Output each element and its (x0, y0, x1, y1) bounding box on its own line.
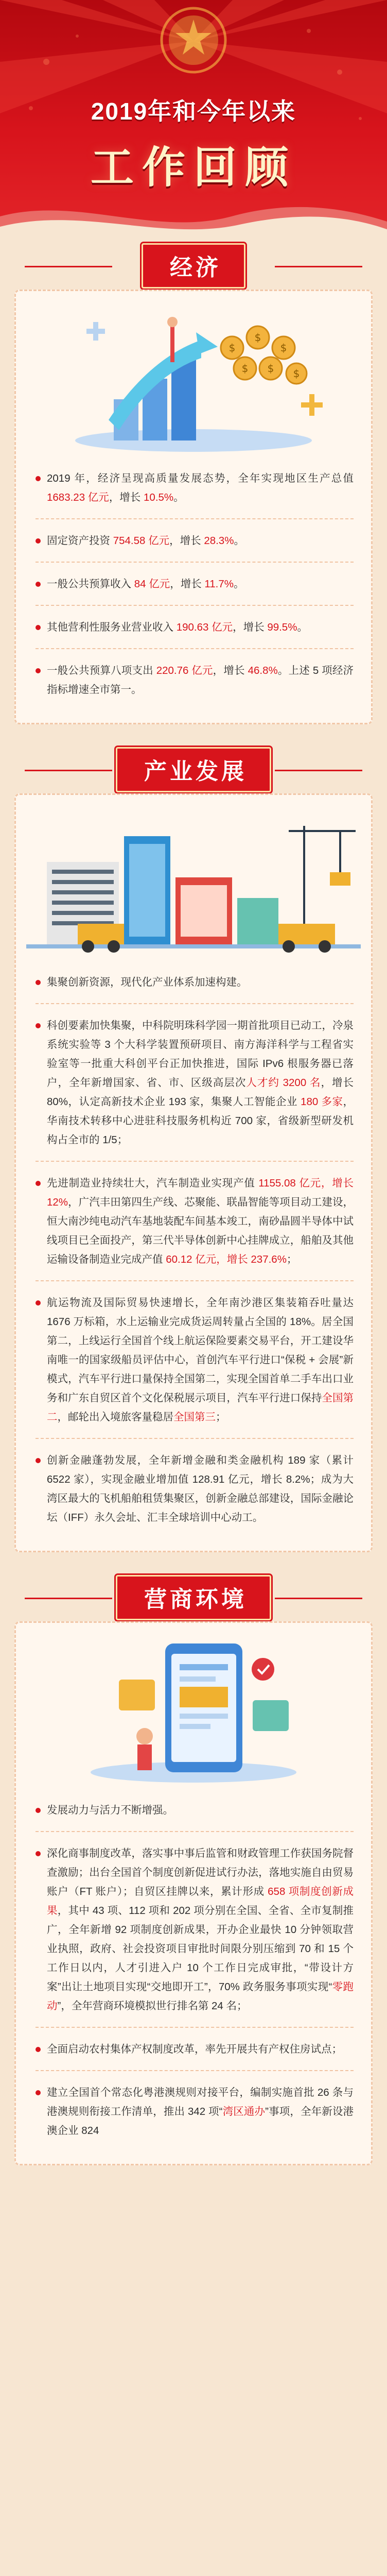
body-text: ，其中 43 项、112 项和 202 项分别在全国、全省、全市复制推广，全年新增 92 项制度创新成果，开办企业最快 10 分钟领取营业执照，政府、社会投资项目审批时间限分别压缩到 70 和 15 个工作日以内，人才引进入户 10 个工作日完成审批，“带设计方案”出让土地项目实现“交地即开工”，70% 政务服务事项实现“ (47, 1905, 354, 1993)
bullet-item (36, 2083, 354, 2140)
body-text: 2019 年，经济呈现高质量发展态势，全年实现地区生产总值 (47, 472, 354, 484)
emblem-icon (157, 4, 230, 76)
highlight-text: 湾区通办 (222, 2106, 266, 2117)
highlight-text: 99.5% (267, 621, 297, 633)
body-text: ，增长 80%，认定高新技术企业 193 家，集聚人工智能企业 (47, 1077, 354, 1108)
svg-text:$: $ (241, 362, 249, 375)
economy-illustration (16, 291, 371, 461)
body-text: 全面启动农村集体产权制度改革，率先开展共有产权住房试点； (47, 2043, 342, 2055)
divider (36, 1003, 354, 1005)
highlight-text: 180 多家 (301, 1096, 343, 1108)
bullet-item (36, 1174, 354, 1269)
highlight-text: 658 项制度创新成果 (47, 1886, 354, 1917)
svg-text:$: $ (228, 342, 236, 354)
heading-line (25, 1598, 112, 1599)
highlight-text: 60.12 亿元，增长 237.6% (166, 1253, 287, 1265)
divider (36, 1438, 354, 1439)
header-title: 工作回顾 (90, 143, 296, 192)
svg-text:$: $ (280, 342, 287, 354)
body-text: ，增长 (213, 665, 248, 676)
highlight-text: 190.63 亿元 (176, 621, 233, 633)
body-text: ； (286, 1253, 297, 1265)
bullet-item (36, 1293, 354, 1427)
bullet-item (36, 973, 354, 992)
industry-bullet-list (16, 968, 371, 1551)
body-text: 集聚创新资源，现代化产业体系加速构建。 (47, 976, 248, 988)
body-text: 发展动力与活力不断增强。 (47, 1804, 173, 1816)
body-text: ； (216, 1411, 226, 1423)
body-text: ，邮轮出入境旅客量稳居 (57, 1411, 173, 1423)
svg-text:$: $ (293, 367, 300, 380)
body-text: 深化商事制度改革，落实事中事后监管和财政管理工作获国务院督查激励；出台全国首个制度创新促进试行办法，落地实施自由贸易账户（FT 账户）；自贸区挂牌以来，累计形成 (47, 1848, 354, 1897)
body-text: ”，全年营商环境模拟世行排名第 24 名； (57, 2000, 248, 2012)
body-text: 。 (234, 535, 244, 547)
bullet-item (36, 1844, 354, 2015)
bullet-item (36, 1801, 354, 1820)
divider (36, 562, 354, 563)
highlight-text: 220.76 亿元 (156, 665, 213, 676)
divider (36, 2027, 354, 2028)
section-title-business: 营商环境 (116, 1575, 271, 1620)
body-text: ”事项，全年新设港澳企业 824 (47, 2106, 354, 2137)
bullet-item (36, 469, 354, 507)
highlight-text: 11.7% (204, 578, 234, 590)
panel-economy (14, 290, 373, 724)
bullet-item (36, 2040, 354, 2059)
highlight-text: 28.3% (204, 535, 234, 547)
body-text: 科创要素加快集聚，中科院明珠科学园一期首批项目已动工，冷泉系统实验等 3 个大科学装置预研项目、南方海洋科学与工程省实验室等一批重大科创平台正加快推进，国际 IPv6 根服务器已落户，全年新增国家、省、市、区级高层次 (47, 1020, 354, 1089)
highlight-text: 全国第二 (47, 1392, 354, 1423)
highlight-text: 1683.23 亿元 (47, 492, 109, 503)
body-text: 。 (297, 621, 308, 633)
highlight-text: 10.5% (144, 492, 174, 503)
body-text: 一般公共预算收入 (47, 578, 134, 590)
section-heading-industry (0, 746, 387, 793)
body-text: ，广汽丰田第四生产线、芯聚能、联晶智能等项目动工建设，恒大南沙纯电动汽车基地装配车间基本竣工，南砂晶圆半导体中试线项目已全面投产，第三代半导体创新中心挂牌成立，船舶及其他运输设备制造业完成产值 (47, 1196, 354, 1265)
divider (36, 648, 354, 650)
bullet-item (36, 661, 354, 699)
business-illustration (16, 1623, 371, 1793)
highlight-text: 84 亿元 (134, 578, 170, 590)
header-subtitle: 2019年和今年以来 (91, 98, 296, 125)
body-text: 建立全国首个常态化粤港澳规则对接平台，编制实施首批 26 条与港澳规则衔接工作清单，推出 342 项“ (47, 2087, 354, 2117)
business-bullet-list (16, 1795, 371, 2164)
body-text: ，增长 (170, 578, 205, 590)
svg-text:$: $ (254, 331, 261, 344)
heading-line (25, 266, 112, 267)
body-text: 。 (173, 492, 184, 503)
economy-bullet-list (16, 464, 371, 723)
divider (36, 605, 354, 606)
divider (36, 1161, 354, 1162)
panel-business (14, 1621, 373, 2165)
divider (36, 2070, 354, 2072)
highlight-text: 人才约 3200 名 (246, 1077, 321, 1089)
panel-industry (14, 793, 373, 1552)
header-wave (0, 185, 387, 242)
body-text: 其他营利性服务业营业收入 (47, 621, 177, 633)
body-text: ，增长 (169, 535, 204, 547)
heading-line (275, 1598, 362, 1599)
highlight-text: 1155.08 亿元，增长 12% (47, 1177, 354, 1208)
highlight-text: 零跑动 (47, 1981, 354, 2012)
body-text: 先进制造业持续壮大，汽车制造业实现产值 (47, 1177, 259, 1189)
bullet-item (36, 1016, 354, 1149)
bullet-item (36, 618, 354, 637)
divider (36, 1831, 354, 1833)
body-text: 固定资产投资 (47, 535, 113, 547)
highlight-text: 全国第三 (173, 1411, 216, 1423)
svg-text:$: $ (267, 362, 274, 375)
highlight-text: 46.8% (248, 665, 278, 676)
bullet-item (36, 574, 354, 594)
body-text: ，增长 (109, 492, 144, 503)
bullet-item (36, 531, 354, 550)
bullet-item (36, 1451, 354, 1527)
divider (36, 1280, 354, 1282)
industry-illustration (16, 795, 371, 965)
body-text: 航运物流及国际贸易快速增长，全年南沙港区集装箱吞吐量达 1676 万标箱，水上运输业完成货运周转量占全国的 18%。居全国第二，上线运行全国首个线上航运保险要素交易平台，开工建设华南唯一的国家级船员评估中心，首创汽车平行进口“保税 + 会展”新模式，汽车平行进口量保持全国第二，实现全国首单二手车出口业务和广东自贸区首个文化保税展示项目，汽车平行进口保持 (47, 1297, 354, 1404)
highlight-text: 754.58 亿元 (113, 535, 170, 547)
body-text: ，增长 (233, 621, 268, 633)
section-heading-economy (0, 242, 387, 290)
section-title-industry: 产业发展 (116, 747, 271, 792)
heading-line (25, 770, 112, 771)
body-text: 。上述 5 项经济指标增速全市第一。 (47, 665, 354, 696)
heading-line (275, 266, 362, 267)
heading-line (275, 770, 362, 771)
body-text: ，华南技术转移中心进驻科技服务机构近 700 家，省级新型研发机构占全市的 1/5； (47, 1096, 354, 1146)
body-text: 创新金融蓬勃发展，全年新增金融和类金融机构 189 家（累计 6522 家），实现金融业增加值 128.91 亿元，增长 8.2%；成为大湾区最大的飞机船舶租赁集聚区，创新金融总部建设，国际金融论坛（IFF）永久会址、汇丰全球培训中心动工。 (47, 1454, 354, 1523)
section-title-economy: 经济 (142, 243, 245, 289)
body-text: 一般公共预算八项支出 (47, 665, 156, 676)
body-text: 。 (234, 578, 244, 590)
section-heading-business (0, 1574, 387, 1621)
divider (36, 518, 354, 520)
header-banner (0, 0, 387, 242)
